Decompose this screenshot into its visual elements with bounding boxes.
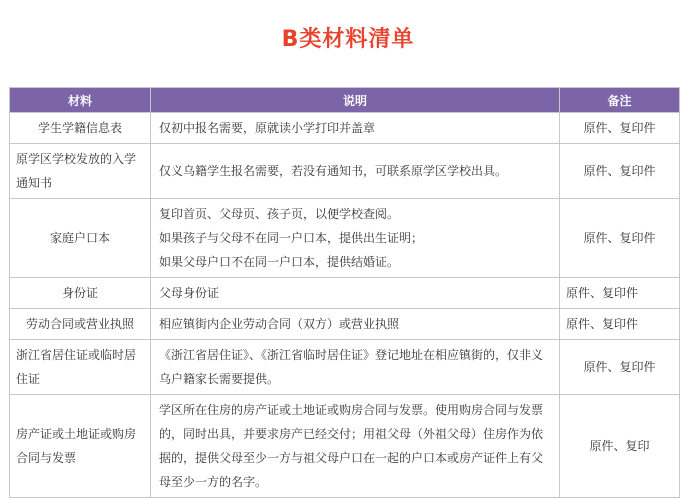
header-material: 材料 bbox=[10, 88, 151, 113]
note-cell: 原件、复印件 bbox=[560, 278, 680, 309]
material-cell: 房产证或土地证或购房合同与发票 bbox=[10, 395, 151, 498]
note-cell: 原件、复印件 bbox=[560, 340, 680, 395]
table-row bbox=[10, 199, 680, 278]
description-line: 复印首页、父母页、孩子页，以便学校查阅。 bbox=[159, 207, 400, 221]
description-line: 仅初中报名需要，原就读小学打印并盖章 bbox=[159, 121, 376, 135]
description-cell bbox=[151, 278, 560, 309]
description-cell bbox=[151, 395, 560, 498]
table-row bbox=[10, 309, 680, 340]
description-cell bbox=[151, 113, 560, 144]
note-cell: 原件、复印件 bbox=[560, 309, 680, 340]
description-cell bbox=[151, 340, 560, 395]
description-cell bbox=[151, 199, 560, 278]
description-line: 仅义乌籍学生报名需要，若没有通知书，可联系原学区学校出具。 bbox=[159, 164, 508, 178]
description-line: 如果父母户口不在同一户口本，提供结婚证。 bbox=[159, 255, 400, 269]
material-cell: 家庭户口本 bbox=[10, 199, 151, 278]
table-row bbox=[10, 395, 680, 498]
description-line: 《浙江省居住证》、《浙江省临时居住证》登记地址在相应镇街的，仅非义乌户籍家长需要提供。 bbox=[159, 348, 544, 386]
material-cell: 身份证 bbox=[10, 278, 151, 309]
description-cell bbox=[151, 144, 560, 199]
header-description: 说明 bbox=[151, 88, 560, 113]
material-cell: 劳动合同或营业执照 bbox=[10, 309, 151, 340]
table-row bbox=[10, 113, 680, 144]
description-line: 相应镇街内企业劳动合同（双方）或营业执照 bbox=[159, 317, 400, 331]
note-cell: 原件、复印件 bbox=[560, 144, 680, 199]
page-title: B类材料清单 bbox=[281, 27, 415, 52]
table-row bbox=[10, 340, 680, 395]
note-cell: 原件、复印件 bbox=[560, 199, 680, 278]
note-cell: 原件、复印 bbox=[560, 395, 680, 498]
description-line: 学区所在住房的房产证或土地证或购房合同与发票。使用购房合同与发票的，同时出具，并要求房产已经交付；用祖父母（外祖父母）住房作为依据的，提供父母至少一方与祖父母户口在一起的户口本或房产证件上有父母至少一方的名字。 bbox=[159, 403, 544, 489]
table-header-row bbox=[10, 88, 680, 113]
table-row bbox=[10, 144, 680, 199]
table-row bbox=[10, 278, 680, 309]
note-cell: 原件、复印件 bbox=[560, 113, 680, 144]
material-cell: 学生学籍信息表 bbox=[10, 113, 151, 144]
material-cell: 原学区学校发放的入学通知书 bbox=[10, 144, 151, 199]
materials-table bbox=[9, 87, 680, 498]
header-note: 备注 bbox=[560, 88, 680, 113]
description-line: 如果孩子与父母不在同一户口本，提供出生证明； bbox=[159, 231, 424, 245]
description-cell bbox=[151, 309, 560, 340]
description-line: 父母身份证 bbox=[159, 286, 220, 300]
material-cell: 浙江省居住证或临时居住证 bbox=[10, 340, 151, 395]
